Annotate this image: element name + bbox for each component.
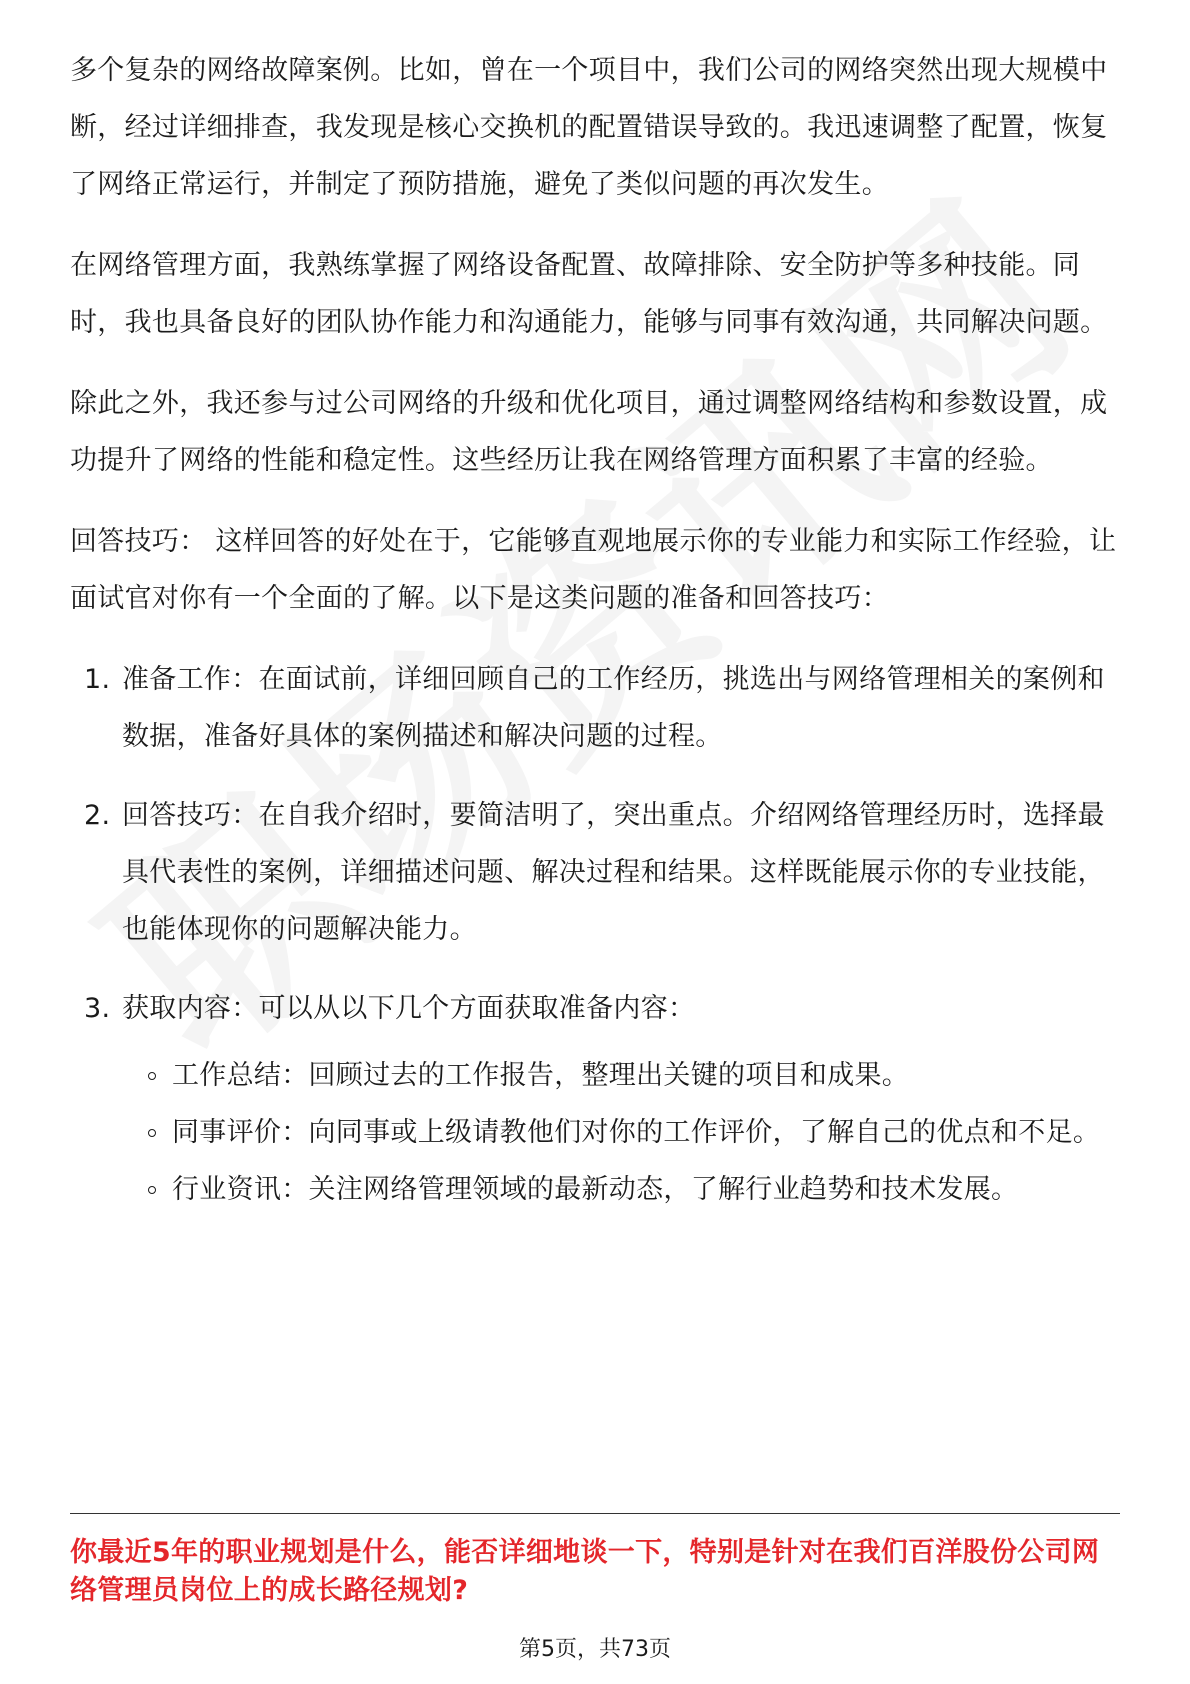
list-item	[70, 787, 1120, 958]
sub-list-item	[122, 1161, 1120, 1218]
horizontal-divider	[70, 1513, 1120, 1514]
tips-list	[70, 651, 1120, 1218]
sub-list-item	[122, 1047, 1120, 1104]
list-number: 1.	[84, 664, 111, 695]
sub-list-item-text: 工作总结：回顾过去的工作报告，整理出关键的项目和成果。	[172, 1060, 910, 1091]
sub-list	[122, 1047, 1120, 1218]
list-item-text: 回答技巧：在自我介绍时，要简洁明了，突出重点。介绍网络管理经历时，选择最具代表性的案例，详细描述问题、解决过程和结果。这样既能展示你的专业技能，也能体现你的问题解决能力。	[122, 800, 1105, 945]
circle-bullet-icon	[148, 1072, 156, 1080]
sub-list-item	[122, 1104, 1120, 1161]
list-item	[70, 651, 1120, 765]
list-item-text: 准备工作：在面试前，详细回顾自己的工作经历，挑选出与网络管理相关的案例和数据，准备好具体的案例描述和解决问题的过程。	[122, 664, 1105, 752]
paragraph-answer-tips: 回答技巧： 这样回答的好处在于，它能够直观地展示你的专业能力和实际工作经验，让面试官对你有一个全面的了解。以下是这类问题的准备和回答技巧：	[70, 526, 1117, 614]
paragraph-fault-case: 多个复杂的网络故障案例。比如，曾在一个项目中，我们公司的网络突然出现大规模中断，经过详细排查，我发现是核心交换机的配置错误导致的。我迅速调整了配置，恢复了网络正常运行，并制定了预防措施，避免了类似问题的再次发生。	[70, 55, 1108, 200]
page-number-footer: 第5页，共73页	[519, 1637, 671, 1662]
next-question-heading: 你最近5年的职业规划是什么，能否详细地谈一下，特别是针对在我们百洋股份公司网络管理员岗位上的成长路径规划?	[70, 1537, 1100, 1606]
circle-bullet-icon	[148, 1186, 156, 1194]
paragraph-upgrade-project: 除此之外，我还参与过公司网络的升级和优化项目，通过调整网络结构和参数设置，成功提升了网络的性能和稳定性。这些经历让我在网络管理方面积累了丰富的经验。	[70, 388, 1108, 476]
list-number: 3.	[84, 993, 111, 1024]
sub-list-item-text: 同事评价：向同事或上级请教他们对你的工作评价，了解自己的优点和不足。	[172, 1117, 1101, 1148]
sub-list-item-text: 行业资讯：关注网络管理领域的最新动态，了解行业趋势和技术发展。	[172, 1174, 1019, 1205]
paragraph-skills: 在网络管理方面，我熟练掌握了网络设备配置、故障排除、安全防护等多种技能。同时，我也具备良好的团队协作能力和沟通能力，能够与同事有效沟通，共同解决问题。	[70, 250, 1108, 338]
list-item-text: 获取内容：可以从以下几个方面获取准备内容：	[122, 993, 696, 1024]
list-number: 2.	[84, 800, 111, 831]
circle-bullet-icon	[148, 1129, 156, 1137]
list-item	[70, 980, 1120, 1218]
document-body	[70, 42, 1120, 1240]
